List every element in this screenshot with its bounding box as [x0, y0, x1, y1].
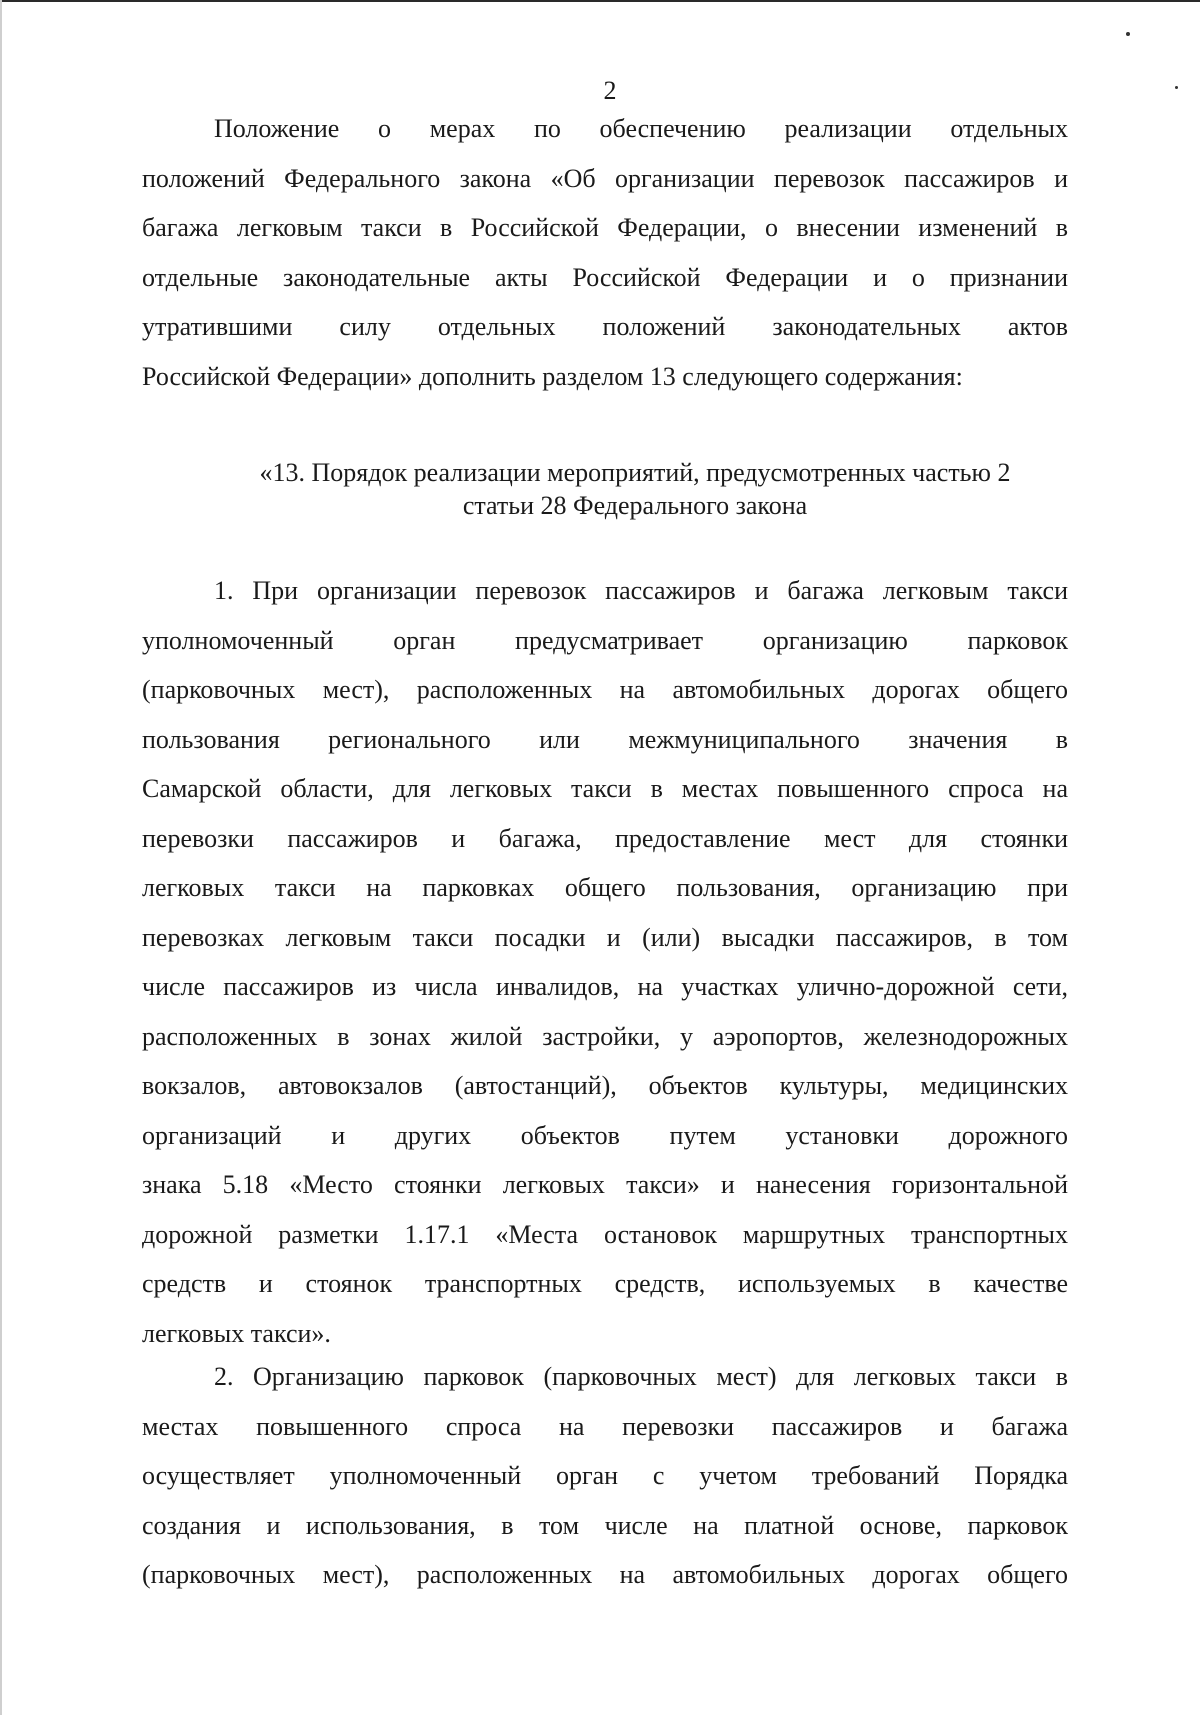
paragraph-1-line: Самарской области, для легковых такси в местах повышенного спроса на — [142, 774, 1068, 803]
paragraph-1-line: вокзалов, автовокзалов (автостанций), объектов культуры, медицинских — [142, 1071, 1068, 1100]
intro-line: отдельные законодательные акты Российской Федерации и о признании — [142, 262, 1068, 292]
paragraph-1-line: легковых такси». — [142, 1318, 331, 1348]
paragraph-1-line: дорожной разметки 1.17.1 «Места остановок маршрутных транспортных — [142, 1219, 1068, 1249]
paragraph-1-line: средств и стоянок транспортных средств, используемых в качестве — [142, 1269, 1068, 1298]
scan-speck — [1175, 86, 1178, 89]
paragraph-1-line: (парковочных мест), расположенных на автомобильных дорогах общего — [142, 675, 1068, 704]
paragraph-1-line: перевозки пассажиров и багажа, предоставление мест для стоянки — [142, 823, 1068, 853]
page-number: 2 — [603, 76, 617, 105]
paragraph-2-line: создания и использования, в том числе на платной основе, парковок — [142, 1510, 1068, 1540]
section-heading — [210, 456, 1060, 522]
paragraph-2-line: осуществляет уполномоченный орган с учетом требований Порядка — [142, 1461, 1068, 1490]
paragraph-2-line: (парковочных мест), расположенных на автомобильных дорогах общего — [142, 1560, 1068, 1589]
paragraph-1-line: перевозках легковым такси посадки и (или) высадки пассажиров, в том — [142, 922, 1068, 952]
section-heading-line1: «13. Порядок реализации мероприятий, предусмотренных частью 2 — [259, 458, 1011, 487]
scan-left-edge — [0, 0, 2, 1715]
intro-line: багажа легковым такси в Российской Федерации, о внесении изменений в — [142, 213, 1068, 242]
paragraph-2-line: местах повышенного спроса на перевозки пассажиров и багажа — [142, 1411, 1068, 1441]
intro-line: Положение о мерах по обеспечению реализации отдельных — [214, 114, 1068, 143]
intro-line: утратившими силу отдельных положений законодательных актов — [142, 312, 1068, 341]
paragraph-1-line: знака 5.18 «Место стоянки легковых такси» и нанесения горизонтальной — [142, 1170, 1068, 1199]
paragraph-1-line: организаций и других объектов путем установки дорожного — [142, 1120, 1068, 1150]
section-heading-line2: статьи 28 Федерального закона — [462, 491, 808, 520]
paragraph-1-line: расположенных в зонах жилой застройки, у аэропортов, железнодорожных — [142, 1021, 1068, 1051]
scan-speck — [1126, 32, 1130, 36]
paragraph-1-line: уполномоченный орган предусматривает организацию парковок — [142, 625, 1068, 655]
scan-top-border — [0, 0, 1200, 2]
paragraph-1-line: 1. При организации перевозок пассажиров и багажа легковым такси — [214, 576, 1068, 605]
paragraph-2-line: 2. Организацию парковок (парковочных мест) для легковых такси в — [214, 1362, 1068, 1391]
paragraph-1-line: числе пассажиров из числа инвалидов, на участках улично-дорожной сети, — [142, 972, 1068, 1001]
intro-line: положений Федерального закона «Об организации перевозок пассажиров и — [142, 163, 1068, 193]
intro-paragraph — [142, 104, 1068, 401]
paragraph-1-line: пользования регионального или межмуниципального значения в — [142, 724, 1068, 754]
paragraph-1-line: легковых такси на парковках общего пользования, организацию при — [142, 873, 1068, 902]
intro-line: Российской Федерации» дополнить разделом 13 следующего содержания: — [142, 361, 963, 391]
paragraph-2 — [142, 1352, 1068, 1600]
paragraph-1 — [142, 566, 1068, 1358]
